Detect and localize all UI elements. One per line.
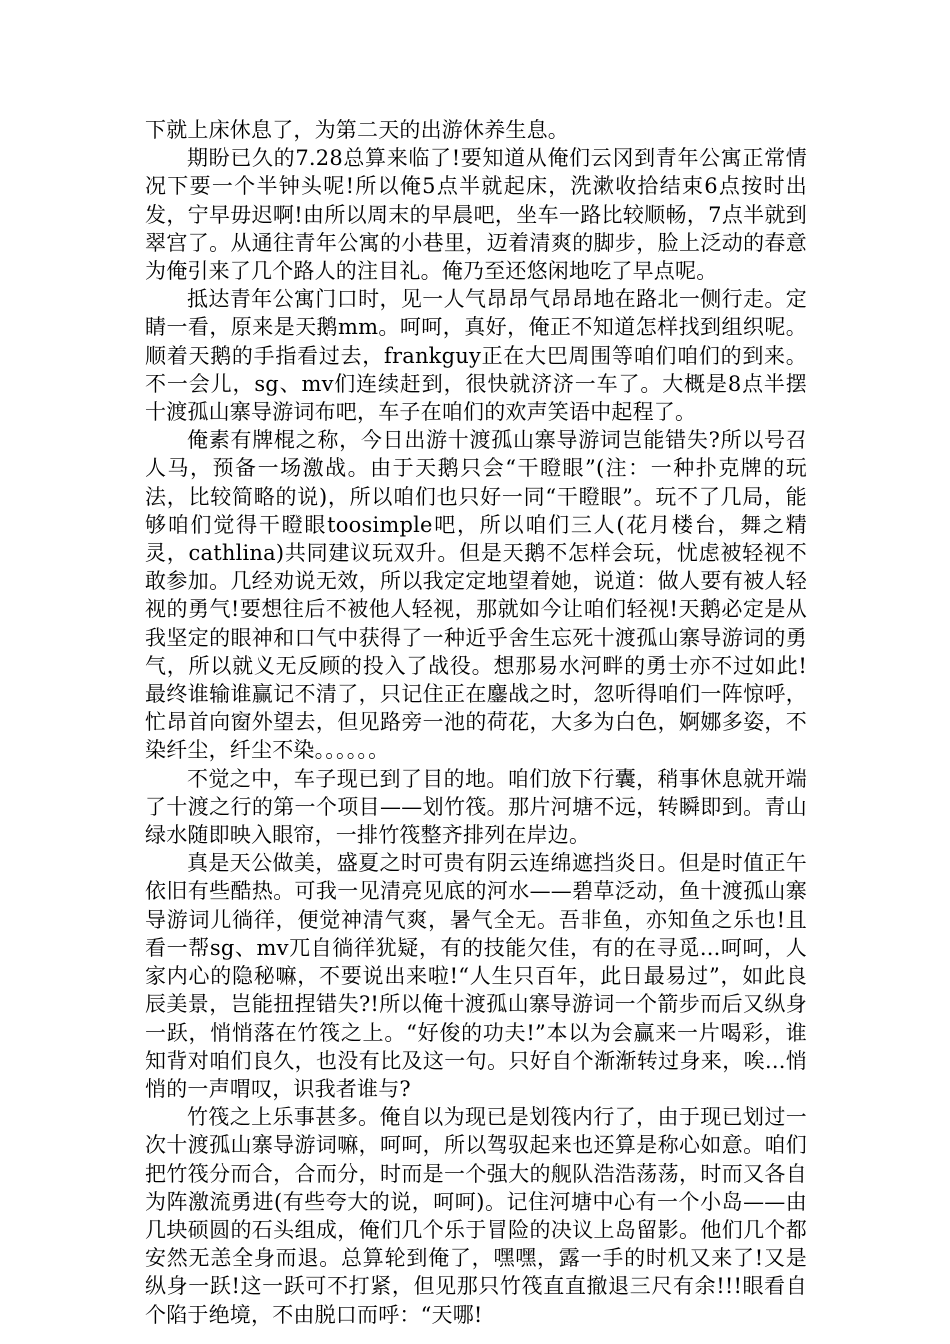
paragraph-3: 抵达青年公寓门口时，见一人气昂昂气昂昂地在路北一侧行走。定睛一看，原来是天鹅mm。呵呵，真好，俺正不知道怎样找到组织呢。顺着天鹅的手指看过去，frankguy正在大巴周围等咱们咱们的到来。不一会儿，sg、mv们连续赶到，很快就济济一车了。大概是8点半摆十渡孤山寨导游词布吧，车子在咱们的欢声笑语中起程了。 (145, 287, 807, 425)
document-page (145, 116, 807, 1329)
paragraph-2: 期盼已久的7.28总算来临了!要知道从俺们云冈到青年公寓正常情况下要一个半钟头呢!所以俺5点半就起床，洗漱收拾结束6点按时出发，宁早毋迟啊!由所以周末的早晨吧，坐车一路比较顺畅，7点半就到翠宫了。从通往青年公寓的小巷里，迈着清爽的脚步，脸上泛动的春意为俺引来了几个路人的注目礼。俺乃至还悠闲地吃了早点呢。 (145, 146, 807, 284)
paragraph-5: 不觉之中，车子现已到了目的地。咱们放下行囊，稍事休息就开端了十渡之行的第一个项目——划竹筏。那片河塘不远，转瞬即到。青山绿水随即映入眼帘，一排竹筏整齐排列在岸边。 (145, 766, 807, 848)
paragraph-7: 竹筏之上乐事甚多。俺自以为现已是划筏内行了，由于现已划过一次十渡孤山寨导游词嘛，呵呵，所以驾驭起来也还算是称心如意。咱们把竹筏分而合，合而分，时而是一个强大的舰队浩浩荡荡，时而又各自为阵激流勇进(有些夸大的说，呵呵)。记住河塘中心有一个小岛——由几块硕圆的石头组成，俺们几个乐于冒险的决议上岛留影。他们几个都安然无恙全身而退。总算轮到俺了，嘿嘿，露一手的时机又来了!又是纵身一跃!这一跃可不打紧，但见那只竹筏直直撤退三尺有余!!!眼看自个陷于绝境，不由脱口而呼：“天哪! (145, 1105, 807, 1327)
paragraph-1: 下就上床休息了，为第二天的出游休养生息。 (145, 118, 569, 142)
paragraph-6: 真是天公做美，盛夏之时可贵有阴云连绵遮挡炎日。但是时值正午依旧有些酷热。可我一见清亮见底的河水——碧草泛动，鱼十渡孤山寨导游词儿徜徉，便觉神清气爽，暑气全无。吾非鱼，亦知鱼之乐也!且看一帮sg、mv兀自徜徉犹疑，有的技能欠佳，有的在寻觅...呵呵，人家内心的隐秘嘛，不要说出来啦!“人生只百年，此日最易过”，如此良辰美景，岂能扭捏错失?!所以俺十渡孤山寨导游词一个箭步而后又纵身一跃，悄悄落在竹筏之上。“好俊的功夫!”本以为会赢来一片喝彩，谁知背对咱们良久，也没有比及这一句。只好自个渐渐转过身来，唉...悄悄的一声喟叹，识我者谁与? (145, 851, 807, 1101)
paragraph-4: 俺素有牌棍之称，今日出游十渡孤山寨导游词岂能错失?所以号召人马，预备一场激战。由于天鹅只会“干瞪眼”(注：一种扑克牌的玩法，比较简略的说)，所以咱们也只好一同“干瞪眼”。玩不了几局，能够咱们觉得干瞪眼toosimple吧，所以咱们三人(花月楼台，舞之精灵，cathlina)共同建议玩双升。但是天鹅不怎样会玩，忧虑被轻视不敢参加。几经劝说无效，所以我定定地望着她，说道：做人要有被人轻视的勇气!要想往后不被他人轻视，那就如今让咱们轻视!天鹅必定是从我坚定的眼神和口气中获得了一种近乎舍生忘死十渡孤山寨导游词的勇气，所以就义无反顾的投入了战役。想那易水河畔的勇士亦不过如此!最终谁输谁赢记不清了，只记住正在鏖战之时，忽听得咱们一阵惊呼，忙昂首向窗外望去，但见路旁一池的荷花，大多为白色，婀娜多姿，不染纤尘，纤尘不染。。。。。。 (145, 428, 807, 763)
